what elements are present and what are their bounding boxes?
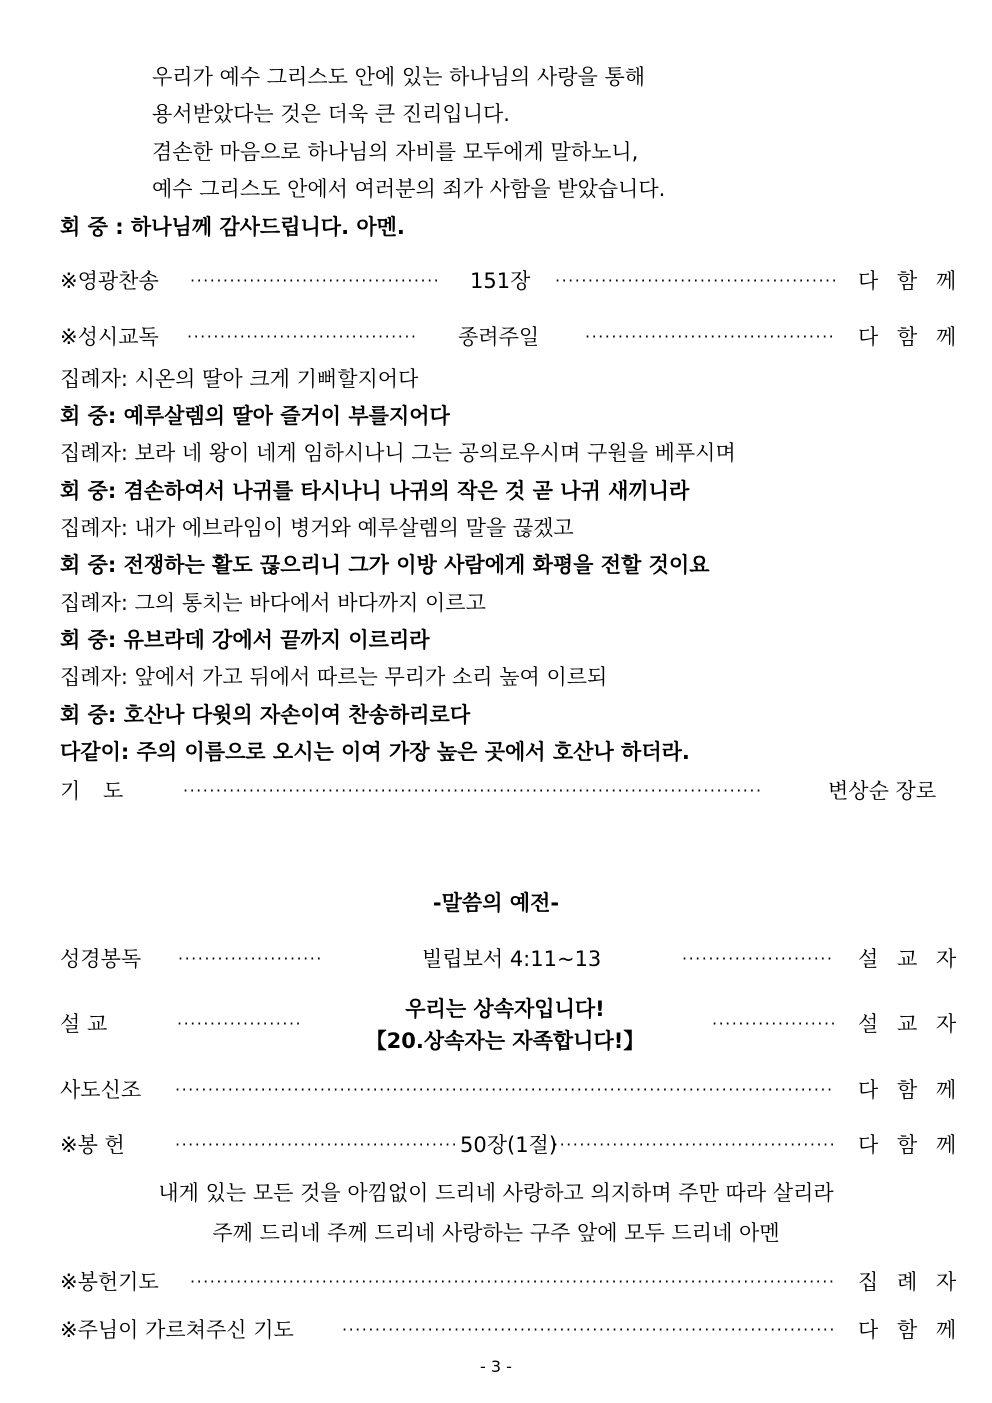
reading-line: 회 중: 겸손하여서 나귀를 타시나니 나귀의 작은 것 곧 나귀 새끼니라 [60, 479, 690, 503]
glory-hymn-performer: 다 함 께 [858, 269, 963, 293]
section-title: -말씀의 예전- [432, 891, 560, 915]
reading-line: 집례자: 보라 네 왕이 네게 임하시나니 그는 공의로우시며 구원을 베푸시며 [60, 441, 736, 465]
leader-dots [553, 1132, 835, 1158]
sermon-performer: 설 교 자 [858, 1012, 963, 1036]
intro-line-4: 예수 그리스도 안에서 여러분의 죄가 사함을 받았습니다. [152, 177, 666, 201]
creed-performer: 다 함 께 [858, 1078, 963, 1102]
intro-line-3: 겸손한 마음으로 하나님의 자비를 모두에게 말하노니, [152, 140, 639, 164]
offering-lyric: 주께 드리네 주께 드리네 사랑하는 구주 앞에 모두 드리네 아멘 [212, 1221, 780, 1245]
intro-response: 회 중 : 하나님께 감사드립니다. 아멘. [60, 215, 405, 239]
reading-line: 회 중: 호산나 다윗의 자손이여 찬송하리로다 [60, 703, 471, 727]
leader-dots [187, 324, 417, 350]
leader-dots [555, 268, 835, 294]
leader-dots [682, 946, 835, 972]
offering-lyric: 내게 있는 모든 것을 아낌없이 드리네 사랑하고 의지하며 주만 따라 살리라 [158, 1181, 834, 1205]
glory-hymn-number: 151장 [470, 269, 531, 293]
reading-line: 회 중: 예루살렘의 딸아 즐거이 부를지어다 [60, 404, 450, 428]
offering-performer: 다 함 께 [858, 1133, 963, 1157]
glory-hymn-label: ※영광찬송 [60, 269, 159, 293]
scripture-performer: 설 교 자 [858, 947, 963, 971]
leader-dots [175, 1132, 460, 1158]
reading-line: 회 중: 유브라데 강에서 끝까지 이르리라 [60, 628, 430, 652]
intro-line-1: 우리가 예수 그리스도 안에 있는 하나님의 사랑을 통해 [152, 65, 646, 89]
lords-prayer-label: ※주님이 가르쳐주신 기도 [60, 1318, 294, 1342]
leader-dots [190, 268, 440, 294]
leader-dots [712, 1011, 835, 1037]
leader-dots [342, 1317, 835, 1343]
reading-line: 다같이: 주의 이름으로 오시는 이여 가장 높은 곳에서 호산나 하더라. [60, 740, 690, 764]
leader-dots [190, 1269, 835, 1295]
leader-dots [178, 946, 323, 972]
sermon-label: 설 교 [60, 1012, 108, 1036]
offering-prayer-performer: 집 례 자 [858, 1270, 963, 1294]
reading-line: 회 중: 전쟁하는 활도 끊으리니 그가 이방 사람에게 화평을 전할 것이요 [60, 553, 710, 577]
responsive-reading-performer: 다 함 께 [858, 325, 963, 349]
leader-dots [175, 1077, 835, 1103]
reading-line: 집례자: 앞에서 가고 뒤에서 따르는 무리가 소리 높여 이르되 [60, 665, 608, 689]
sermon-subtitle: 【20.상속자는 자족합니다!】 [365, 1029, 645, 1053]
reading-line: 집례자: 내가 에브라임이 병거와 예루살렘의 말을 끊겠고 [60, 516, 574, 540]
reading-line: 집례자: 시온의 딸아 크게 기뻐할지어다 [60, 367, 419, 391]
prayer-leader: 변상순 장로 [828, 779, 937, 803]
creed-label: 사도신조 [60, 1078, 142, 1102]
leader-dots [183, 778, 763, 804]
offering-label: ※봉 헌 [60, 1133, 125, 1157]
leader-dots [585, 324, 835, 350]
scripture-reference: 빌립보서 4:11~13 [422, 947, 602, 971]
offering-prayer-label: ※봉헌기도 [60, 1270, 159, 1294]
reading-line: 집례자: 그의 통치는 바다에서 바다까지 이르고 [60, 591, 486, 615]
page-number: - 3 - [480, 1357, 512, 1376]
responsive-reading-title: 종려주일 [458, 325, 540, 349]
sermon-title: 우리는 상속자입니다! [405, 997, 605, 1021]
leader-dots [177, 1011, 302, 1037]
intro-line-2: 용서받았다는 것은 더욱 큰 진리입니다. [152, 102, 510, 126]
lords-prayer-performer: 다 함 께 [858, 1318, 963, 1342]
scripture-label: 성경봉독 [60, 947, 142, 971]
offering-hymn: 50장(1절) [460, 1133, 558, 1157]
responsive-reading-label: ※성시교독 [60, 325, 159, 349]
prayer-label: 기 도 [60, 779, 132, 803]
